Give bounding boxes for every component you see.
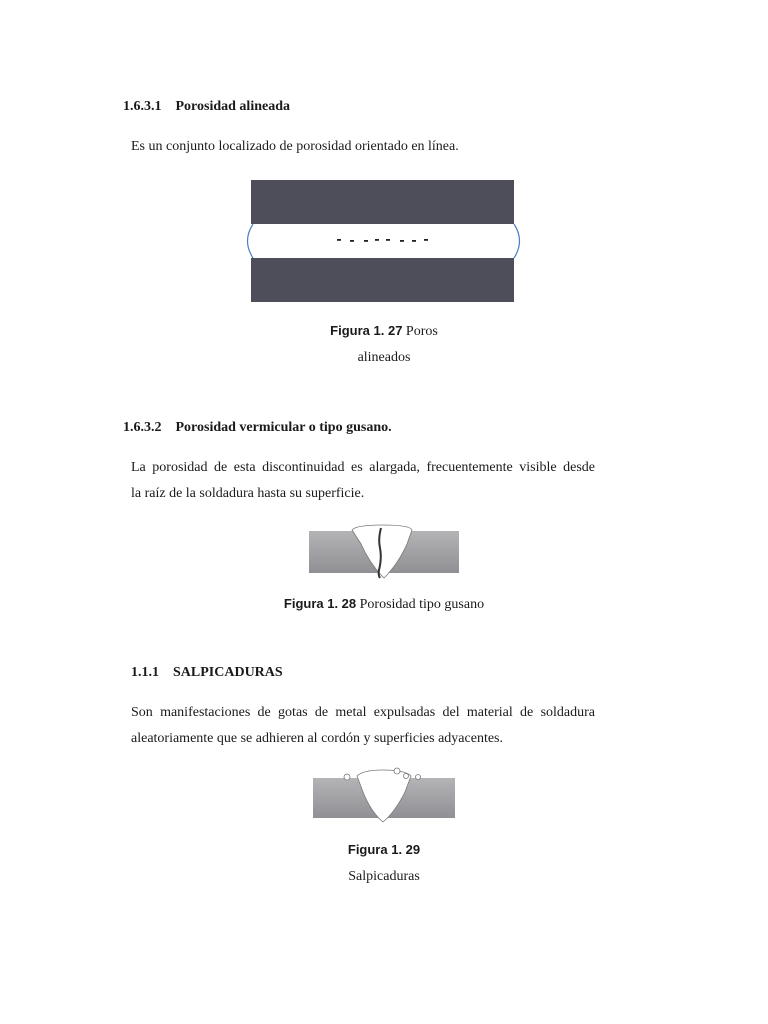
section-title: SALPICADURAS — [173, 665, 283, 680]
figure-label: Figura 1. 28 — [283, 596, 357, 611]
weld-right-edge — [514, 224, 520, 258]
figure-caption-1-27 — [0, 318, 768, 371]
figure-caption-text-2: alineados — [357, 350, 411, 365]
paragraph-line: aleatoriamente que se adhieren al cordón y superficies adyacentes. — [131, 731, 503, 746]
weld-left-edge — [248, 224, 254, 258]
figure-label: Figura 1. 27 — [330, 323, 403, 338]
figure-caption-1-28 — [0, 591, 768, 618]
figure-caption-text: Salpicaduras — [348, 869, 420, 884]
paragraph-salpicaduras — [131, 700, 595, 752]
section-heading-porosidad-alineada — [123, 99, 290, 115]
paragraph-porosidad-vermicular — [131, 455, 595, 507]
aligned-pore-marks — [337, 239, 428, 242]
paragraph-porosidad-alineada — [131, 134, 595, 160]
figure-spatter — [311, 766, 457, 824]
lower-plate — [251, 258, 514, 302]
section-number: 1.1.1 — [131, 665, 159, 680]
section-number: 1.6.3.1 — [123, 99, 162, 114]
section-heading-porosidad-vermicular — [123, 420, 392, 436]
section-title: Porosidad vermicular o tipo gusano. — [175, 420, 392, 435]
paragraph-line: La porosidad de esta discontinuidad es alargada, frecuentemente visible desde — [131, 460, 595, 475]
figure-aligned-pores — [244, 178, 524, 304]
paragraph-line: Son manifestaciones de gotas de metal expulsadas del material de soldadura — [131, 705, 595, 720]
upper-plate — [251, 180, 514, 224]
figure-wormhole-porosity — [308, 524, 460, 580]
paragraph-line: la raíz de la soldadura hasta su superficie. — [131, 486, 365, 501]
figure-label: Figura 1. 29 — [347, 842, 421, 857]
section-number: 1.6.3.2 — [123, 420, 162, 435]
section-heading-salpicaduras — [131, 665, 283, 681]
figure-caption-text: Porosidad tipo gusano — [359, 597, 485, 612]
section-title: Porosidad alineada — [175, 99, 290, 114]
figure-caption-text: Poros — [405, 324, 438, 339]
paragraph-text: Es un conjunto localizado de porosidad orientado en línea. — [131, 139, 459, 154]
figure-caption-1-29 — [0, 837, 768, 890]
